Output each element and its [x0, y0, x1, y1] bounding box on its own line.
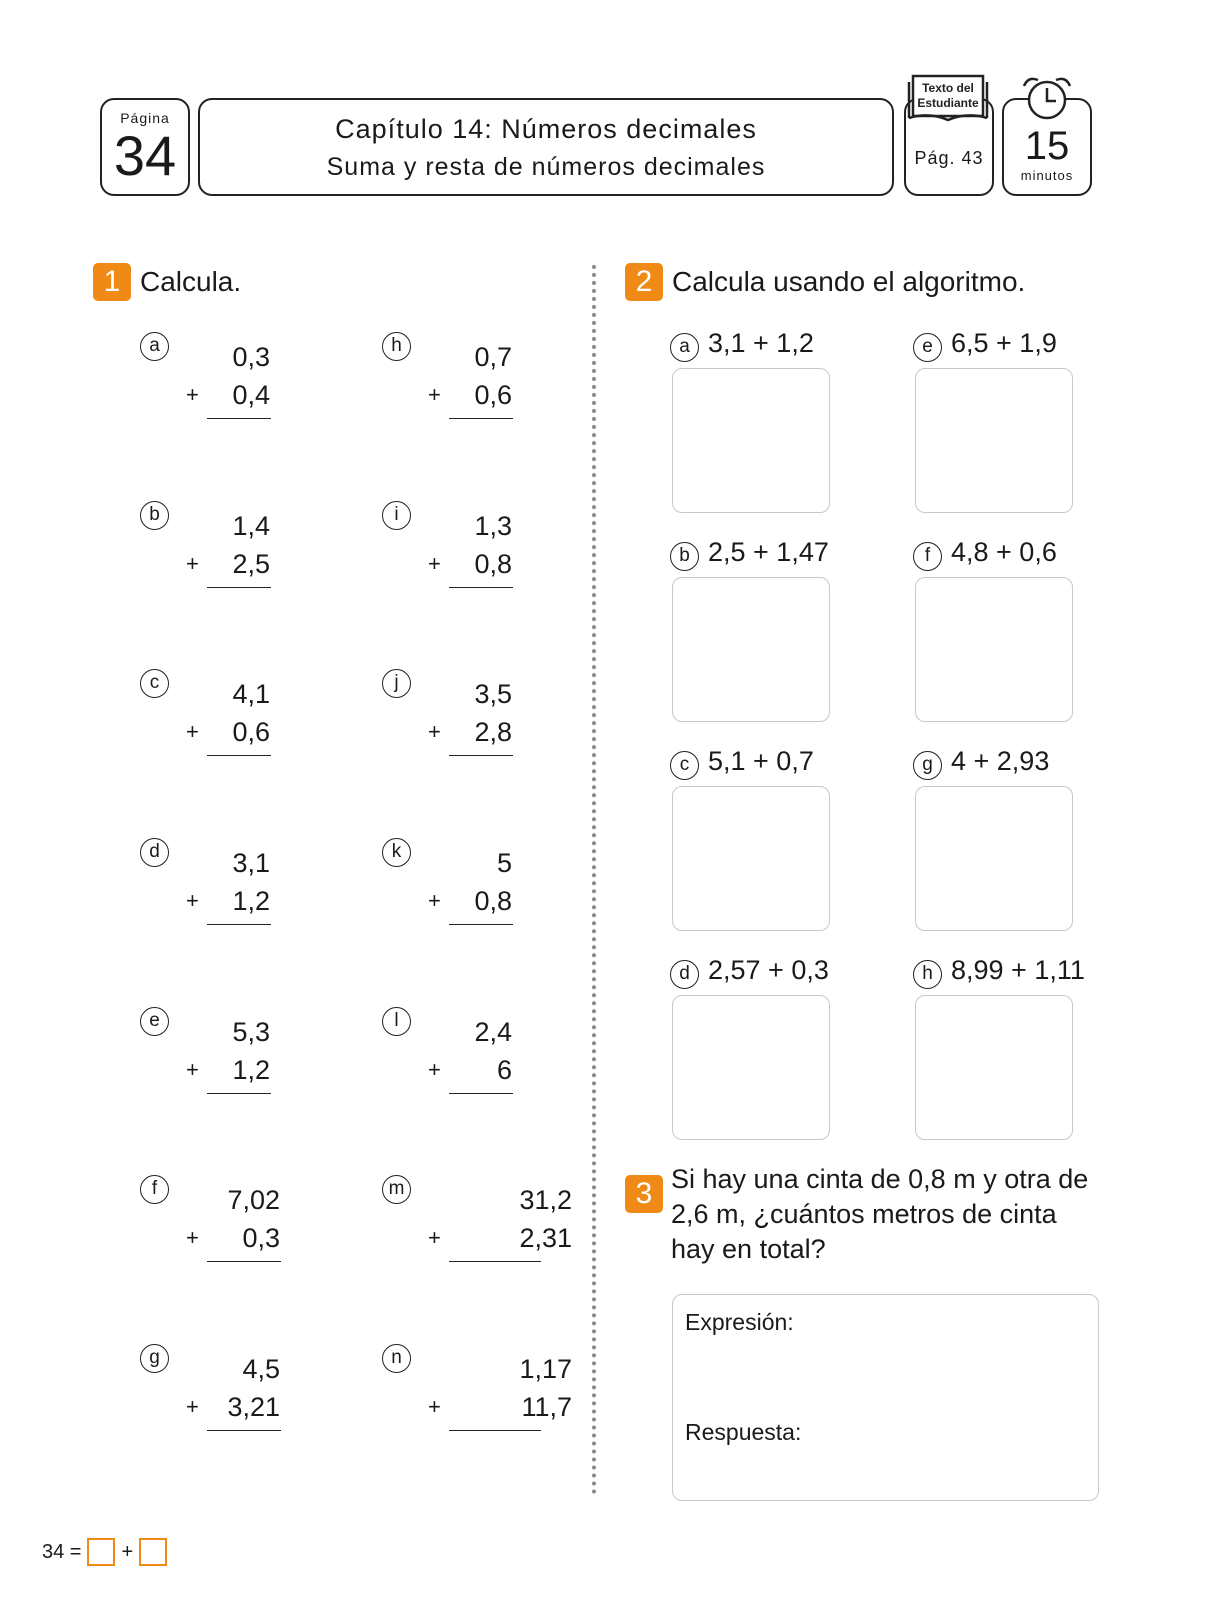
addend-bottom: 0,3 — [242, 1223, 280, 1253]
sum-line — [449, 1430, 541, 1431]
addend-bottom: 2,5 — [232, 549, 270, 579]
addend-top: 1,4 — [232, 511, 270, 541]
problem-letter: a — [140, 332, 169, 361]
addend-bottom: 1,2 — [232, 1055, 270, 1085]
plus-sign: + — [186, 1394, 199, 1419]
problem-letter: d — [140, 838, 169, 867]
item-expression: 4 + 2,93 — [951, 746, 1050, 776]
addend-top: 4,1 — [232, 679, 270, 709]
item-expression: 3,1 + 1,2 — [708, 328, 814, 358]
section-1-number: 1 — [93, 263, 131, 301]
plus-sign: + — [186, 719, 199, 744]
addend-top: 2,4 — [474, 1017, 512, 1047]
work-box[interactable] — [915, 577, 1073, 722]
item-letter: h — [913, 960, 942, 989]
problem-i — [382, 501, 582, 611]
addend-top: 5 — [496, 848, 512, 878]
open-book-icon — [905, 74, 991, 126]
addend-bottom: 2,31 — [519, 1223, 572, 1253]
chapter-title: Capítulo 14: Números decimales — [335, 114, 757, 144]
addend-bottom: 1,2 — [232, 886, 270, 916]
item-expression: 4,8 + 0,6 — [951, 537, 1057, 567]
sum-line — [449, 1093, 513, 1094]
algorithm-item-a — [670, 328, 890, 528]
plus-sign: + — [428, 1225, 441, 1250]
problem-m — [382, 1175, 582, 1285]
page-number-box — [100, 98, 190, 196]
algorithm-item-e — [913, 328, 1133, 528]
addend-top: 4,5 — [242, 1354, 280, 1384]
problem-j — [382, 669, 582, 779]
addend-top: 0,3 — [232, 342, 270, 372]
problem-letter: c — [140, 669, 169, 698]
book-label-1: Texto del — [922, 81, 974, 95]
textbook-page: Pág. 43 — [914, 148, 984, 168]
plus-sign: + — [428, 888, 441, 913]
work-box[interactable] — [915, 368, 1073, 513]
sum-line — [449, 587, 513, 588]
item-expression: 2,5 + 1,47 — [708, 537, 829, 567]
addend-bottom: 0,8 — [474, 886, 512, 916]
item-expression: 8,99 + 1,11 — [951, 955, 1085, 985]
problem-letter: f — [140, 1175, 169, 1204]
addend-top: 31,2 — [519, 1185, 572, 1215]
chapter-title-box — [198, 98, 894, 196]
work-box[interactable] — [672, 577, 830, 722]
minutes-label: minutos — [1020, 168, 1074, 183]
footer-plus: + — [121, 1540, 134, 1563]
plus-sign: + — [428, 1394, 441, 1419]
sum-line — [449, 418, 513, 419]
book-label-2: Estudiante — [917, 96, 979, 110]
item-expression: 6,5 + 1,9 — [951, 328, 1057, 358]
section-3-question: Si hay una cinta de 0,8 m y otra de 2,6 m, ¿cuántos metros de cinta hay en total? — [671, 1164, 1089, 1264]
problem-letter: j — [382, 669, 411, 698]
footer-box-1[interactable] — [87, 1538, 115, 1566]
addend-bottom: 2,8 — [474, 717, 512, 747]
addend-top: 0,7 — [474, 342, 512, 372]
sum-line — [449, 755, 513, 756]
algorithm-item-d — [670, 955, 890, 1155]
work-box[interactable] — [915, 995, 1073, 1140]
footer-decomposition — [42, 1538, 167, 1566]
sum-line — [207, 1430, 281, 1431]
chapter-subtitle: Suma y resta de números decimales — [326, 153, 766, 181]
problem-letter: g — [140, 1344, 169, 1373]
algorithm-item-h — [913, 955, 1133, 1155]
problem-h — [382, 332, 582, 442]
algorithm-item-g — [913, 746, 1133, 946]
sum-line — [207, 587, 271, 588]
plus-sign: + — [186, 1057, 199, 1082]
addend-bottom: 6 — [496, 1055, 512, 1085]
algorithm-item-b — [670, 537, 890, 737]
page-label: Página — [120, 110, 170, 126]
problem-letter: h — [382, 332, 411, 361]
addend-top: 3,1 — [232, 848, 270, 878]
alarm-clock-icon — [1018, 74, 1076, 126]
minutes-value: 15 — [1024, 124, 1070, 168]
problem-letter: l — [382, 1007, 411, 1036]
item-letter: f — [913, 542, 942, 571]
footer-text: 34 = — [42, 1540, 82, 1563]
sum-line — [207, 924, 271, 925]
plus-sign: + — [428, 551, 441, 576]
problem-letter: i — [382, 501, 411, 530]
item-expression: 2,57 + 0,3 — [708, 955, 829, 985]
problem-a — [140, 332, 340, 442]
problem-letter: n — [382, 1344, 411, 1373]
addend-bottom: 0,6 — [474, 380, 512, 410]
problem-letter: m — [382, 1175, 411, 1204]
problem-l — [382, 1007, 582, 1117]
sum-line — [207, 1261, 281, 1262]
problem-letter: k — [382, 838, 411, 867]
plus-sign: + — [186, 888, 199, 913]
addend-top: 1,3 — [474, 511, 512, 541]
item-letter: b — [670, 542, 699, 571]
section-3-number: 3 — [625, 1175, 663, 1213]
sum-line — [449, 1261, 541, 1262]
addend-bottom: 11,7 — [521, 1392, 572, 1422]
problem-b — [140, 501, 340, 611]
problem-f — [140, 1175, 340, 1285]
item-letter: e — [913, 333, 942, 362]
page-number: 34 — [113, 124, 177, 187]
item-letter: c — [670, 751, 699, 780]
plus-sign: + — [186, 551, 199, 576]
sum-line — [449, 924, 513, 925]
problem-n — [382, 1344, 582, 1454]
algorithm-item-c — [670, 746, 890, 946]
sum-line — [207, 1093, 271, 1094]
answer-box[interactable] — [672, 1294, 1099, 1501]
addend-top: 3,5 — [474, 679, 512, 709]
sum-line — [207, 418, 271, 419]
addend-bottom: 0,4 — [232, 380, 270, 410]
addend-top: 5,3 — [232, 1017, 270, 1047]
footer-box-2[interactable] — [139, 1538, 167, 1566]
addend-bottom: 0,8 — [474, 549, 512, 579]
section-2-number: 2 — [625, 263, 663, 301]
work-box[interactable] — [672, 995, 830, 1140]
item-letter: d — [670, 960, 699, 989]
problem-k — [382, 838, 582, 948]
algorithm-item-f — [913, 537, 1133, 737]
item-expression: 5,1 + 0,7 — [708, 746, 814, 776]
problem-letter: e — [140, 1007, 169, 1036]
addend-top: 1,17 — [519, 1354, 572, 1384]
plus-sign: + — [428, 382, 441, 407]
item-letter: g — [913, 751, 942, 780]
section-2-title: Calcula usando el algoritmo. — [672, 266, 1026, 297]
dotted-divider — [592, 265, 596, 1495]
problem-e — [140, 1007, 340, 1117]
problem-c — [140, 669, 340, 779]
problem-g — [140, 1344, 340, 1454]
answer-label: Respuesta: — [685, 1419, 802, 1445]
plus-sign: + — [428, 719, 441, 744]
addend-bottom: 3,21 — [227, 1392, 280, 1422]
addend-bottom: 0,6 — [232, 717, 270, 747]
work-box[interactable] — [672, 368, 830, 513]
sum-line — [207, 755, 271, 756]
work-box[interactable] — [672, 786, 830, 931]
item-letter: a — [670, 333, 699, 362]
plus-sign: + — [186, 382, 199, 407]
addend-top: 7,02 — [227, 1185, 280, 1215]
work-box[interactable] — [915, 786, 1073, 931]
plus-sign: + — [186, 1225, 199, 1250]
problem-letter: b — [140, 501, 169, 530]
expression-label: Expresión: — [685, 1309, 794, 1335]
plus-sign: + — [428, 1057, 441, 1082]
problem-d — [140, 838, 340, 948]
section-1-title: Calcula. — [140, 266, 242, 297]
